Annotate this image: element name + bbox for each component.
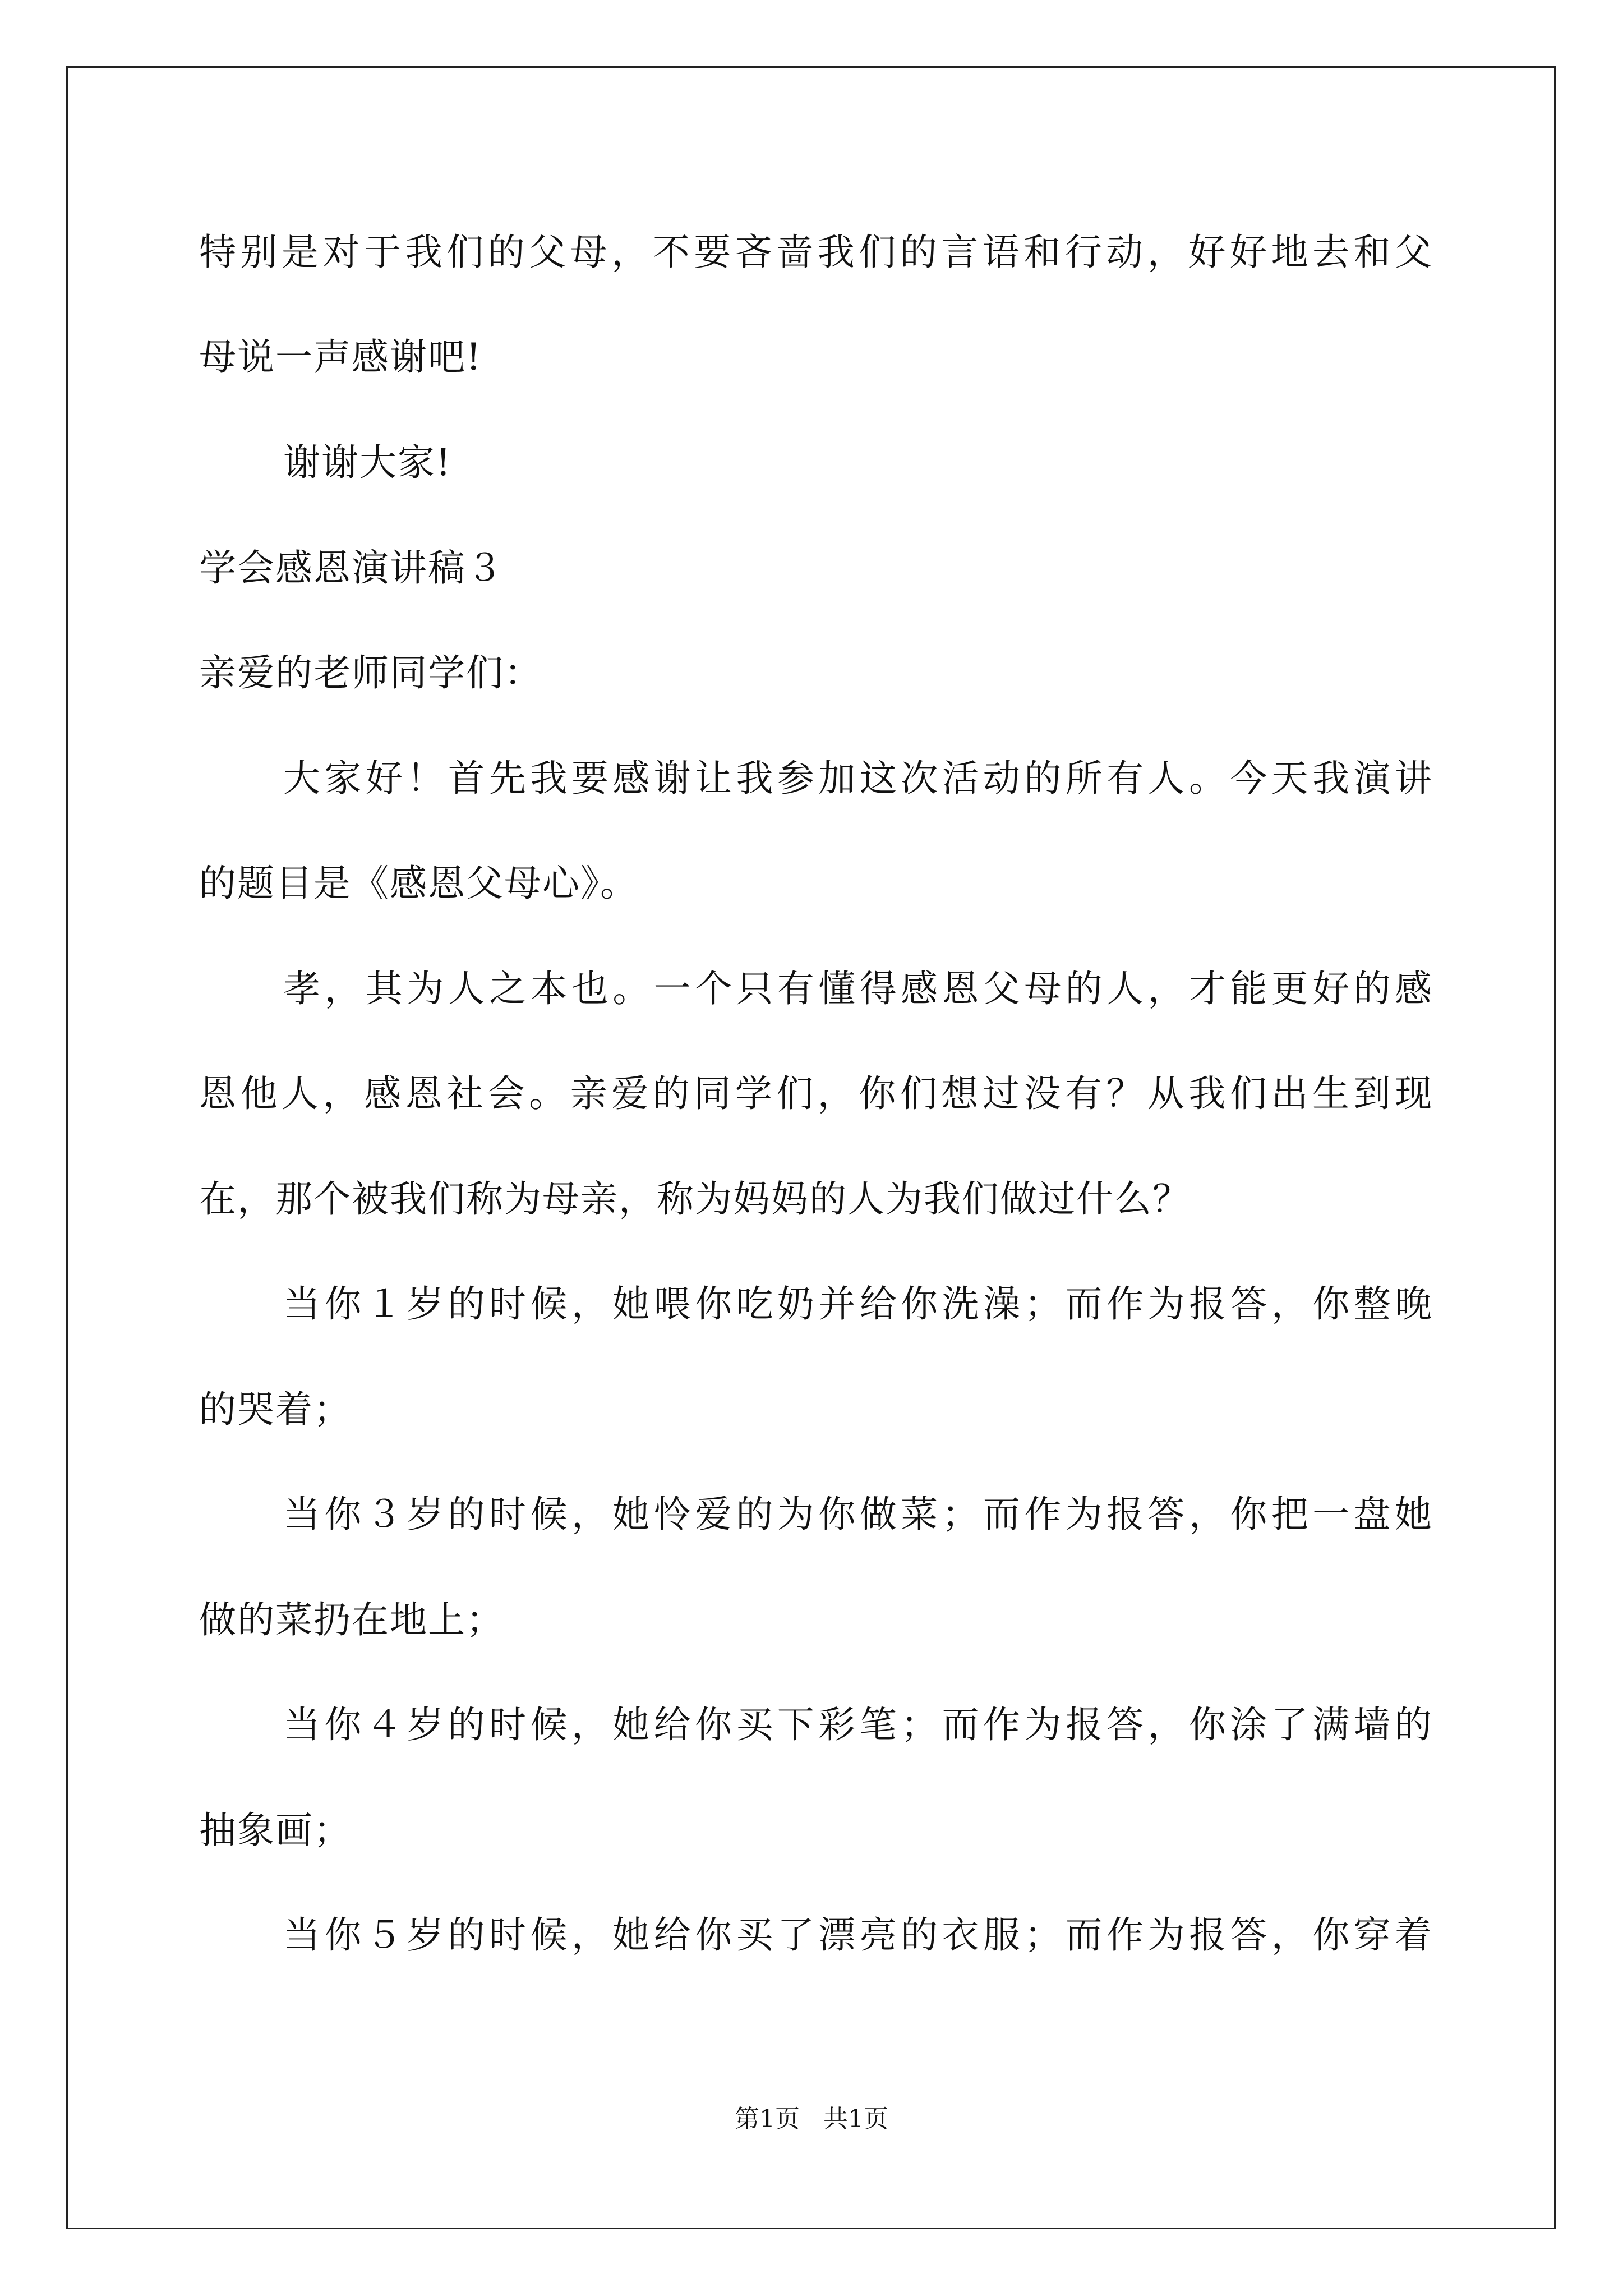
page-footer: 第1页 共1页 — [735, 2105, 888, 2133]
text-line: 在，那个被我们称为母亲，称为妈妈的人为我们做过什么？ — [199, 1177, 1191, 1221]
text-line: 做的菜扔在地上； — [199, 1598, 504, 1641]
text-line: 谢谢大家! — [283, 441, 452, 484]
text-line: 当你５岁的时候，她给你买了漂亮的衣服；而作为报答，你穿着 — [283, 1913, 1433, 1957]
salutation: 亲爱的老师同学们： — [199, 651, 542, 694]
text-line: 抽象画； — [199, 1809, 352, 1852]
text-line: 当你１岁的时候，她喂你吃奶并给你洗澡；而作为报答，你整晚 — [283, 1282, 1433, 1326]
page-border — [66, 66, 1556, 2229]
text-line: 的题目是《感恩父母心》。 — [199, 862, 638, 905]
text-line: 母说一声感谢吧! — [199, 335, 482, 379]
text-line: 的哭着； — [199, 1388, 352, 1431]
text-line: 孝，其为人之本也。一个只有懂得感恩父母的人，才能更好的感 — [283, 967, 1433, 1010]
text-line: 当你４岁的时候，她给你买下彩笔；而作为报答，你涂了满墙的 — [283, 1703, 1433, 1746]
text-line: 当你３岁的时候，她怜爱的为你做菜；而作为报答，你把一盘她 — [283, 1493, 1433, 1536]
text-line: 大家好！首先我要感谢让我参加这次活动的所有人。今天我演讲 — [283, 757, 1433, 800]
section-heading: 学会感恩演讲稿３ — [199, 546, 504, 590]
text-line: 恩他人，感恩社会。亲爱的同学们，你们想过没有？从我们出生到现 — [199, 1072, 1433, 1115]
text-line: 特别是对于我们的父母，不要吝啬我们的言语和行动，好好地去和父 — [199, 231, 1433, 274]
